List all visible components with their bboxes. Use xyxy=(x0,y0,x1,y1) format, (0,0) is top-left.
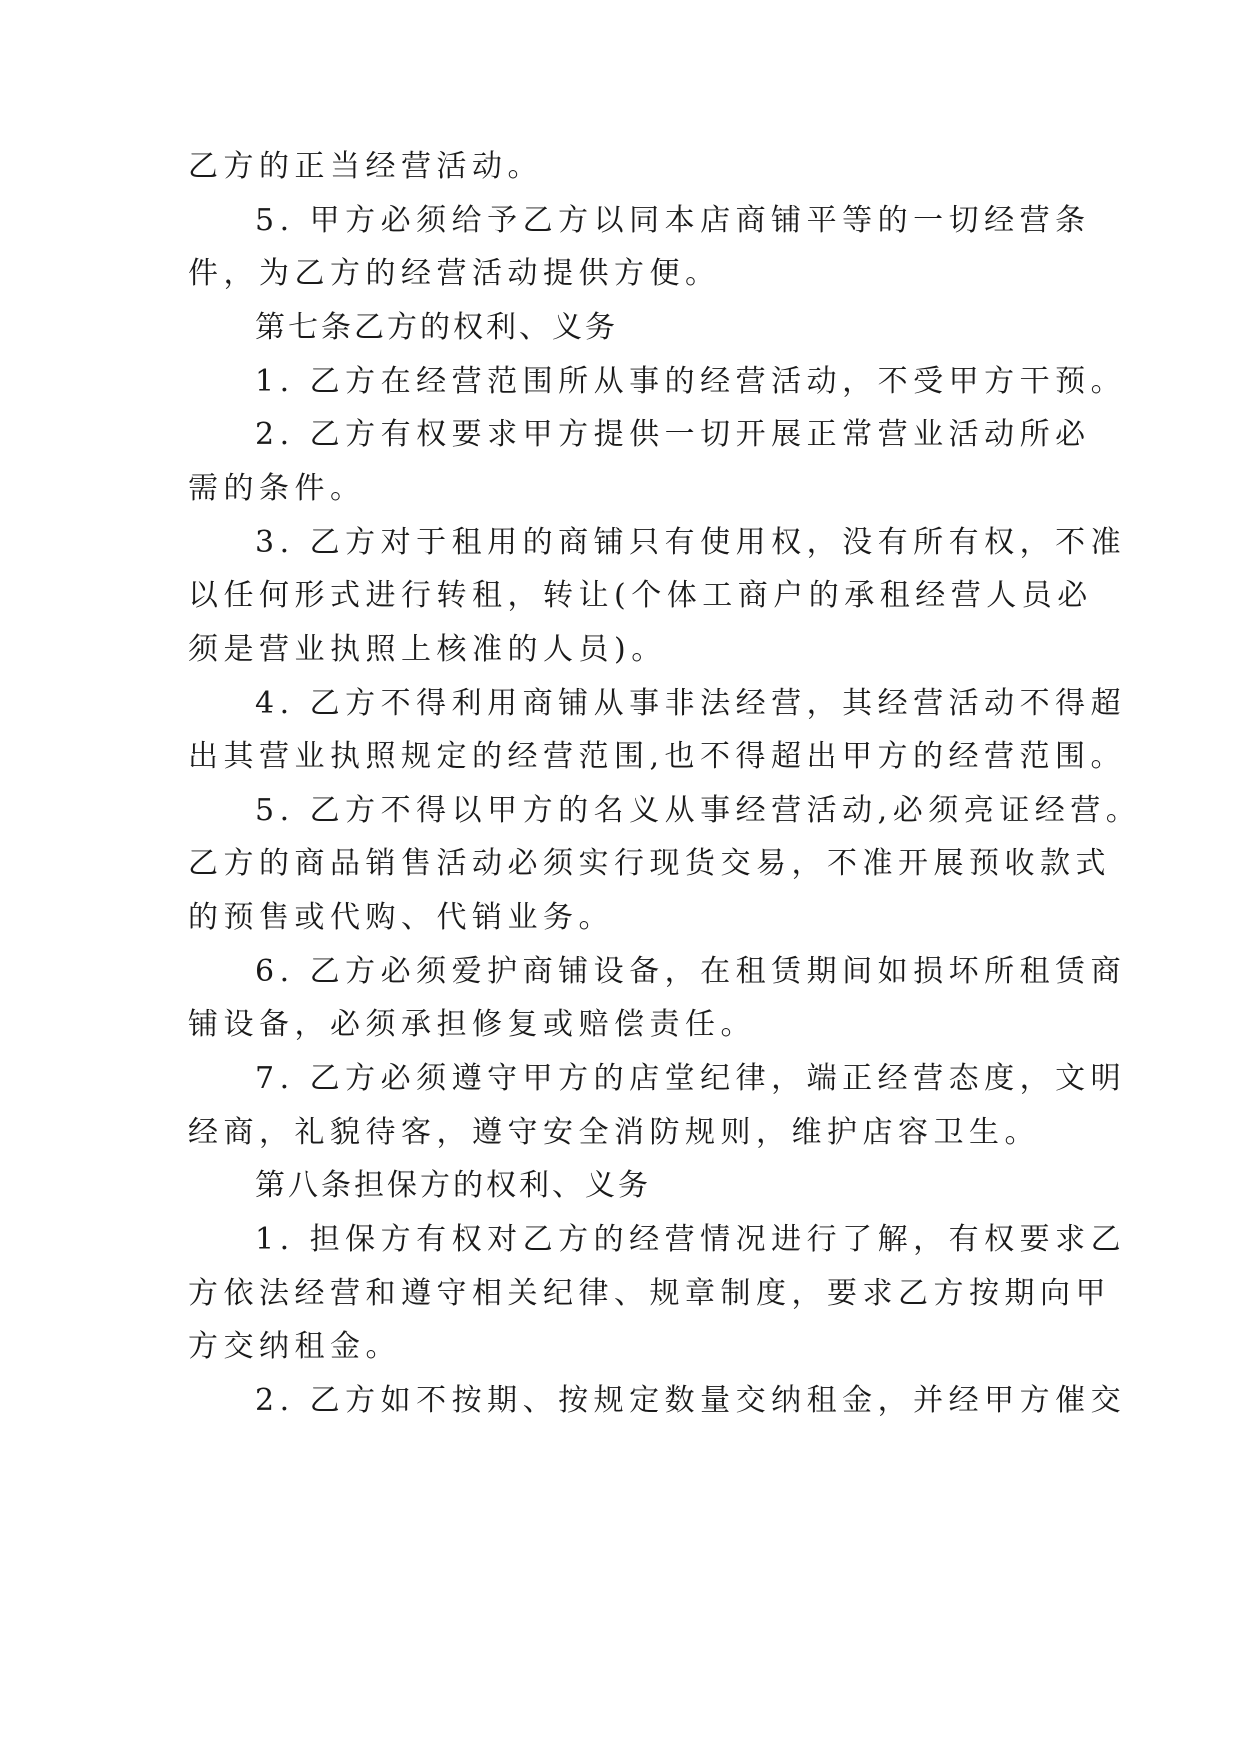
text-line: 铺设备，必须承担修复或赔偿责任。 xyxy=(188,1007,756,1042)
text-line: 方依法经营和遵守相关纪律、规章制度，要求乙方按期向甲 xyxy=(188,1276,1111,1311)
text-line: 出其营业执照规定的经营范围,也不得超出甲方的经营范围。 xyxy=(188,739,1127,774)
text-line: 2. 乙方如不按期、按规定数量交纳租金，并经甲方催交 xyxy=(255,1383,1127,1418)
text-line: 1. 担保方有权对乙方的经营情况进行了解，有权要求乙 xyxy=(255,1222,1127,1257)
text-line: 经商，礼貌待客，遵守安全消防规则，维护店容卫生。 xyxy=(188,1115,1040,1150)
section-heading: 第七条乙方的权利、义务 xyxy=(255,310,618,345)
text-line: 的预售或代购、代销业务。 xyxy=(188,900,614,935)
text-line: 需的条件。 xyxy=(188,471,366,506)
text-line: 件，为乙方的经营活动提供方便。 xyxy=(188,256,721,291)
text-line: 4. 乙方不得利用商铺从事非法经营，其经营活动不得超 xyxy=(255,686,1127,721)
text-line: 方交纳租金。 xyxy=(188,1329,401,1364)
text-line: 6. 乙方必须爱护商铺设备，在租赁期间如损坏所租赁商 xyxy=(255,954,1127,989)
text-line: 乙方的正当经营活动。 xyxy=(188,149,543,184)
text-line: 2. 乙方有权要求甲方提供一切开展正常营业活动所必 xyxy=(255,417,1091,452)
text-line: 5. 乙方不得以甲方的名义从事经营活动,必须亮证经营。 xyxy=(255,793,1142,828)
text-line: 须是营业执照上核准的人员)。 xyxy=(188,632,667,667)
text-line: 乙方的商品销售活动必须实行现货交易，不准开展预收款式 xyxy=(188,846,1111,881)
text-line: 5. 甲方必须给予乙方以同本店商铺平等的一切经营条 xyxy=(255,203,1091,238)
text-line: 1. 乙方在经营范围所从事的经营活动，不受甲方干预。 xyxy=(255,364,1127,399)
text-line: 以任何形式进行转租，转让(个体工商户的承租经营人员必 xyxy=(188,578,1093,613)
text-line: 3. 乙方对于租用的商铺只有使用权，没有所有权，不准 xyxy=(255,525,1127,560)
section-heading: 第八条担保方的权利、义务 xyxy=(255,1168,651,1203)
text-line: 7. 乙方必须遵守甲方的店堂纪律，端正经营态度，文明 xyxy=(255,1061,1127,1096)
